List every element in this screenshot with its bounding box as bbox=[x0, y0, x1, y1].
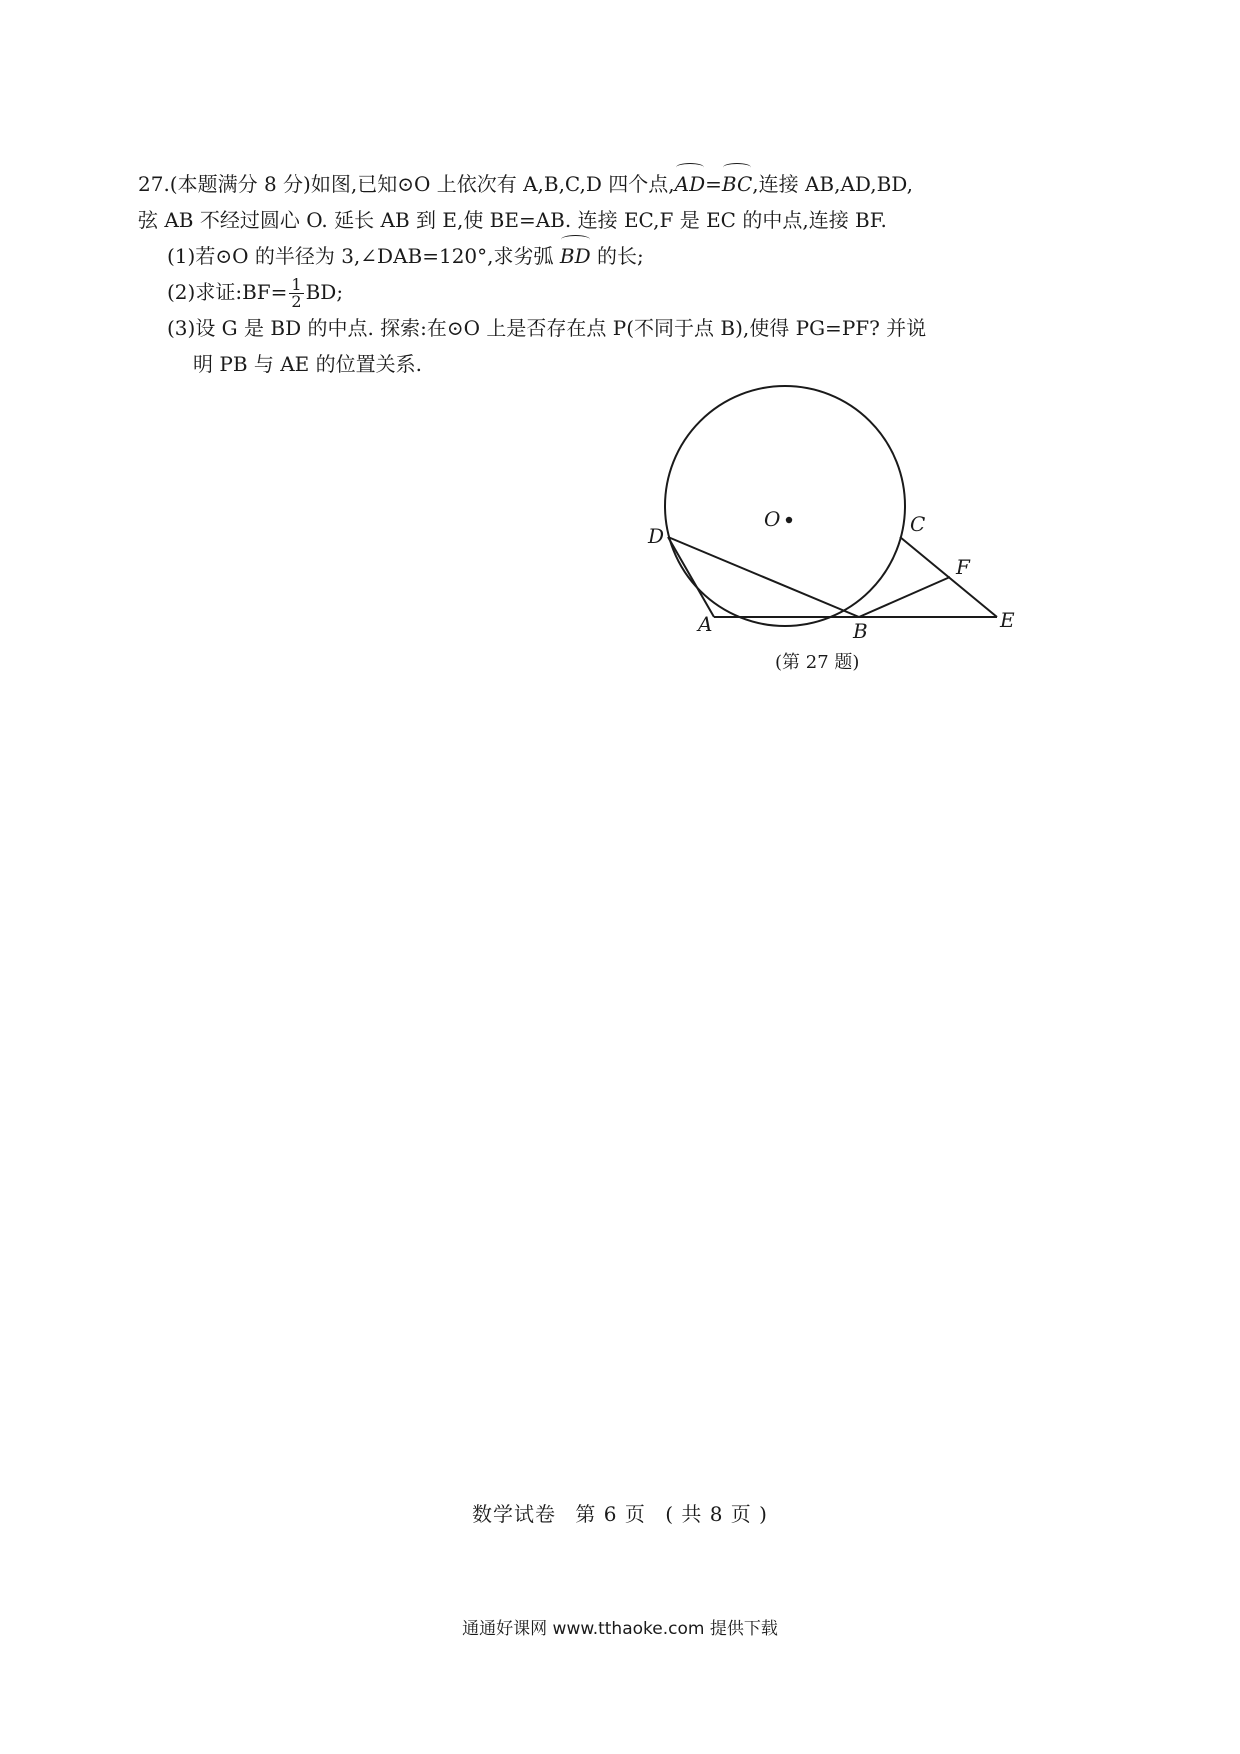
footer-total: ( 共 8 页 ) bbox=[665, 1502, 768, 1526]
circle-o bbox=[665, 386, 905, 626]
label-b: B bbox=[853, 619, 868, 643]
question-3: (3)设 G 是 BD 的中点. 探索:在⊙O 上是否存在点 P(不同于点 B),使得 PG=PF? 并说 bbox=[167, 316, 927, 340]
segment-bf bbox=[859, 577, 950, 617]
figure-caption: (第 27 题) bbox=[775, 652, 860, 673]
arc-bc: BC bbox=[722, 166, 752, 202]
question-2-end: BD; bbox=[305, 280, 344, 304]
problem-line-2: 弦 AB 不经过圆心 O. 延长 AB 到 E,使 BE=AB. 连接 EC,F 是 EC 的中点,连接 BF. bbox=[138, 208, 887, 232]
fraction-denominator: 2 bbox=[291, 292, 302, 311]
label-o: O bbox=[764, 507, 781, 531]
label-d: D bbox=[648, 524, 665, 548]
question-1-end: 的长; bbox=[590, 244, 644, 268]
question-2-text: (2)求证:BF= bbox=[167, 280, 288, 304]
label-c: C bbox=[910, 512, 926, 536]
segment-db bbox=[668, 537, 859, 617]
problem-intro: 27.(本题满分 8 分)如图,已知⊙O 上依次有 A,B,C,D 四个点, bbox=[138, 172, 675, 196]
fraction-numerator: 1 bbox=[291, 275, 302, 294]
footer-page: 第 6 页 bbox=[575, 1502, 646, 1526]
label-e: E bbox=[1000, 608, 1015, 632]
question-1-text: (1)若⊙O 的半径为 3,∠DAB=120°,求劣弧 bbox=[167, 244, 560, 268]
arc-ad: AD bbox=[675, 166, 705, 202]
footer-subject: 数学试卷 bbox=[472, 1502, 557, 1526]
question-3-cont: 明 PB 与 AE 的位置关系. bbox=[193, 352, 422, 376]
center-point bbox=[786, 517, 792, 523]
label-a: A bbox=[698, 612, 713, 636]
arc-bd: BD bbox=[560, 238, 591, 274]
equals-sign: = bbox=[705, 172, 722, 196]
segment-da bbox=[668, 537, 714, 617]
geometry-figure bbox=[0, 0, 1240, 700]
label-f: F bbox=[956, 555, 970, 579]
problem-connect-text: ,连接 AB,AD,BD, bbox=[752, 172, 913, 196]
page-footer bbox=[0, 1498, 1240, 1527]
source-watermark: 通通好课网 www.tthaoke.com 提供下载 bbox=[462, 1619, 778, 1639]
